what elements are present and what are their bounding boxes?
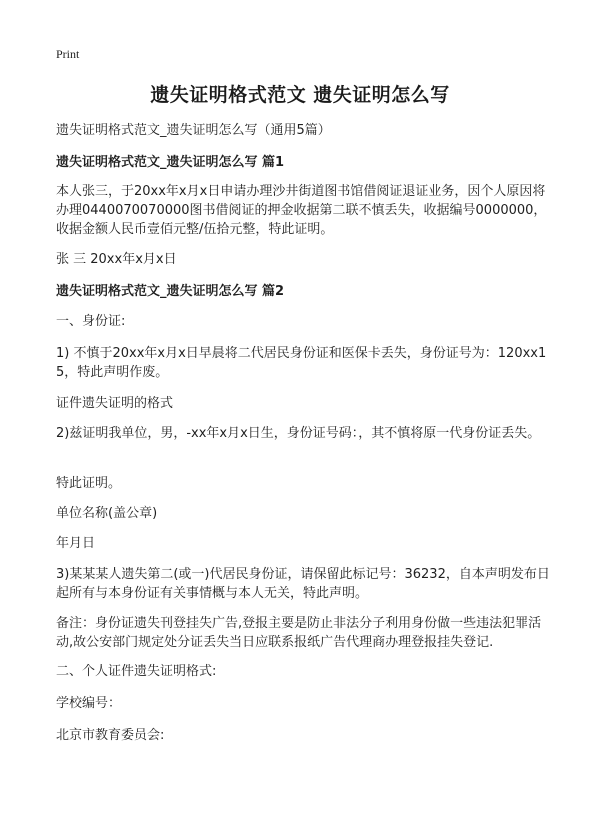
paragraph-2: 2)兹证明我单位，男，-xx年x月x日生，身份证号码：，其不慎将原一代身份证丢失。	[56, 426, 541, 441]
id-card-heading: 一、身份证:	[56, 314, 126, 329]
note-paragraph: 备注：身份证遗失刊登挂失广告,登报主要是防止非法分子利用身份做一些违法犯罪活动,故公安部门规定处分证丢失当日应联系报纸广告代理商办理登报挂失登记.	[56, 616, 542, 650]
personal-id-heading: 二、个人证件遗失证明格式:	[56, 664, 217, 679]
section-heading-2: 遗失证明格式范文_遗失证明怎么写 篇2	[56, 284, 285, 299]
unit-name: 单位名称(盖公章)	[56, 506, 158, 521]
section-heading-1: 遗失证明格式范文_遗失证明怎么写 篇1	[56, 155, 285, 170]
section1-paragraph: 本人张三，于20xx年x月x日申请办理沙井街道图书馆借阅证退证业务，因个人原因将办理0440070070000图书借阅证的押金收据第二联不慎丢失，收据编号0000000，收据金额人民币壹佰元整/伍拾元整，特此证明。	[56, 184, 547, 237]
document-title: 遗失证明格式范文 遗失证明怎么写	[150, 84, 450, 106]
print-label: Print	[56, 47, 80, 61]
section1-signature: 张 三 20xx年x月x日	[56, 252, 177, 267]
beijing-education-committee: 北京市教育委员会:	[56, 728, 165, 743]
paragraph-1: 1) 不慎于20xx年x月x日早晨将二代居民身份证和医保卡丢失，身份证号为：120xx15，特此声明作废。	[56, 346, 547, 380]
date-line: 年月日	[56, 536, 96, 551]
document-subtitle: 遗失证明格式范文_遗失证明怎么写（通用5篇）	[56, 123, 331, 138]
special-proof: 特此证明。	[56, 476, 122, 491]
paragraph-3: 3)某某某人遗失第二(或一)代居民身份证，请保留此标记号：36232，自本声明发布日起所有与本身份证有关事情概与本人无关，特此声明。	[56, 567, 550, 601]
format-title: 证件遗失证明的格式	[56, 396, 174, 411]
school-number: 学校编号：	[56, 696, 122, 711]
